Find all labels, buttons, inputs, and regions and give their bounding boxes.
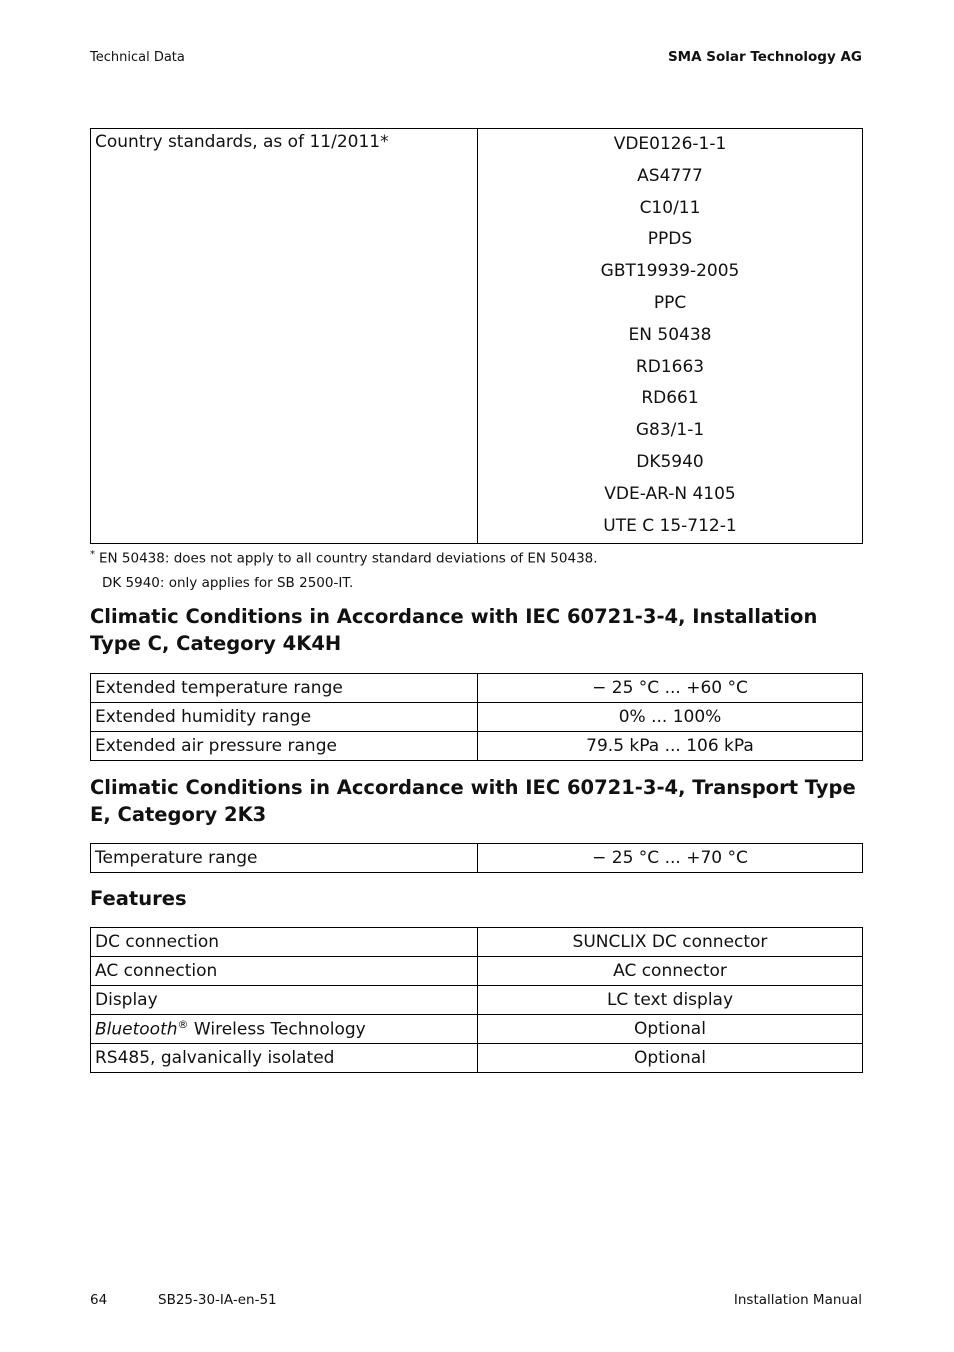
section-heading-features: Features (90, 887, 187, 910)
running-header-section: Technical Data (90, 50, 185, 65)
row-value: SUNCLIX DC connector (478, 928, 863, 957)
section-heading-transport-climate: Climatic Conditions in Accordance with IEC 60721-3-4, Transport Type E, Category 2K3 (90, 776, 856, 826)
footnote-line-1 (90, 549, 598, 567)
table-row (91, 129, 863, 544)
registered-mark: ® (177, 1018, 189, 1032)
list-item: AS4777 (637, 165, 703, 186)
features-table (90, 927, 863, 1073)
table-row (91, 1015, 863, 1044)
list-item: GBT19939-2005 (600, 261, 740, 282)
row-value: Optional (478, 1015, 863, 1044)
row-label: Temperature range (91, 844, 478, 873)
list-item: DK5940 (636, 451, 704, 472)
country-standards-list (478, 129, 863, 544)
list-item: G83/1-1 (635, 420, 705, 441)
row-label: Extended humidity range (91, 703, 478, 732)
list-item: C10/11 (639, 197, 701, 218)
list-item: EN 50438 (628, 324, 712, 345)
list-item: UTE C 15-712-1 (603, 515, 737, 536)
country-standards-table (90, 128, 863, 544)
list-item: RD1663 (635, 356, 705, 377)
row-label (91, 1015, 478, 1044)
row-value: AC connector (478, 957, 863, 986)
section-heading-installation-climate: Climatic Conditions in Accordance with IEC 60721-3-4, Installation Type C, Category 4K4H (90, 605, 818, 655)
footnote-marker: * (90, 549, 95, 560)
footnote-line-2: DK 5940: only applies for SB 2500-IT. (102, 575, 354, 591)
row-value: − 25 °C ... +70 °C (478, 844, 863, 873)
document-title: Installation Manual (733, 1292, 862, 1308)
row-value: Optional (478, 1044, 863, 1073)
row-value: − 25 °C ... +60 °C (478, 674, 863, 703)
bluetooth-brand: Bluetooth (95, 1019, 178, 1040)
transport-climate-table (90, 843, 863, 873)
row-value: 0% ... 100% (478, 703, 863, 732)
row-label: Extended air pressure range (91, 732, 478, 761)
row-value: LC text display (478, 986, 863, 1015)
row-label: RS485, galvanically isolated (91, 1044, 478, 1073)
page-number: 64 (90, 1292, 108, 1308)
row-label-rest: Wireless Technology (188, 1019, 366, 1040)
table-row (91, 1044, 863, 1073)
installation-climate-table (90, 673, 863, 761)
row-label: AC connection (91, 957, 478, 986)
footnote-text-1: EN 50438: does not apply to all country standard deviations of EN 50438. (99, 550, 598, 567)
list-item: PPC (653, 292, 687, 313)
running-header-company: SMA Solar Technology AG (667, 49, 862, 65)
table-row (91, 928, 863, 957)
list-item: VDE0126-1-1 (613, 134, 727, 154)
table-row (91, 674, 863, 703)
row-label: DC connection (91, 928, 478, 957)
row-label: Display (91, 986, 478, 1015)
document-id: SB25-30-IA-en-51 (158, 1292, 277, 1308)
table-row (91, 957, 863, 986)
table-row (91, 703, 863, 732)
list-item: PPDS (647, 229, 693, 250)
country-standards-label: Country standards, as of 11/2011* (91, 129, 478, 544)
table-row (91, 844, 863, 873)
row-value: 79.5 kPa ... 106 kPa (478, 732, 863, 761)
table-row (91, 986, 863, 1015)
list-item: VDE-AR-N 4105 (604, 483, 736, 504)
table-row (91, 732, 863, 761)
list-item: RD661 (641, 388, 699, 409)
row-label: Extended temperature range (91, 674, 478, 703)
